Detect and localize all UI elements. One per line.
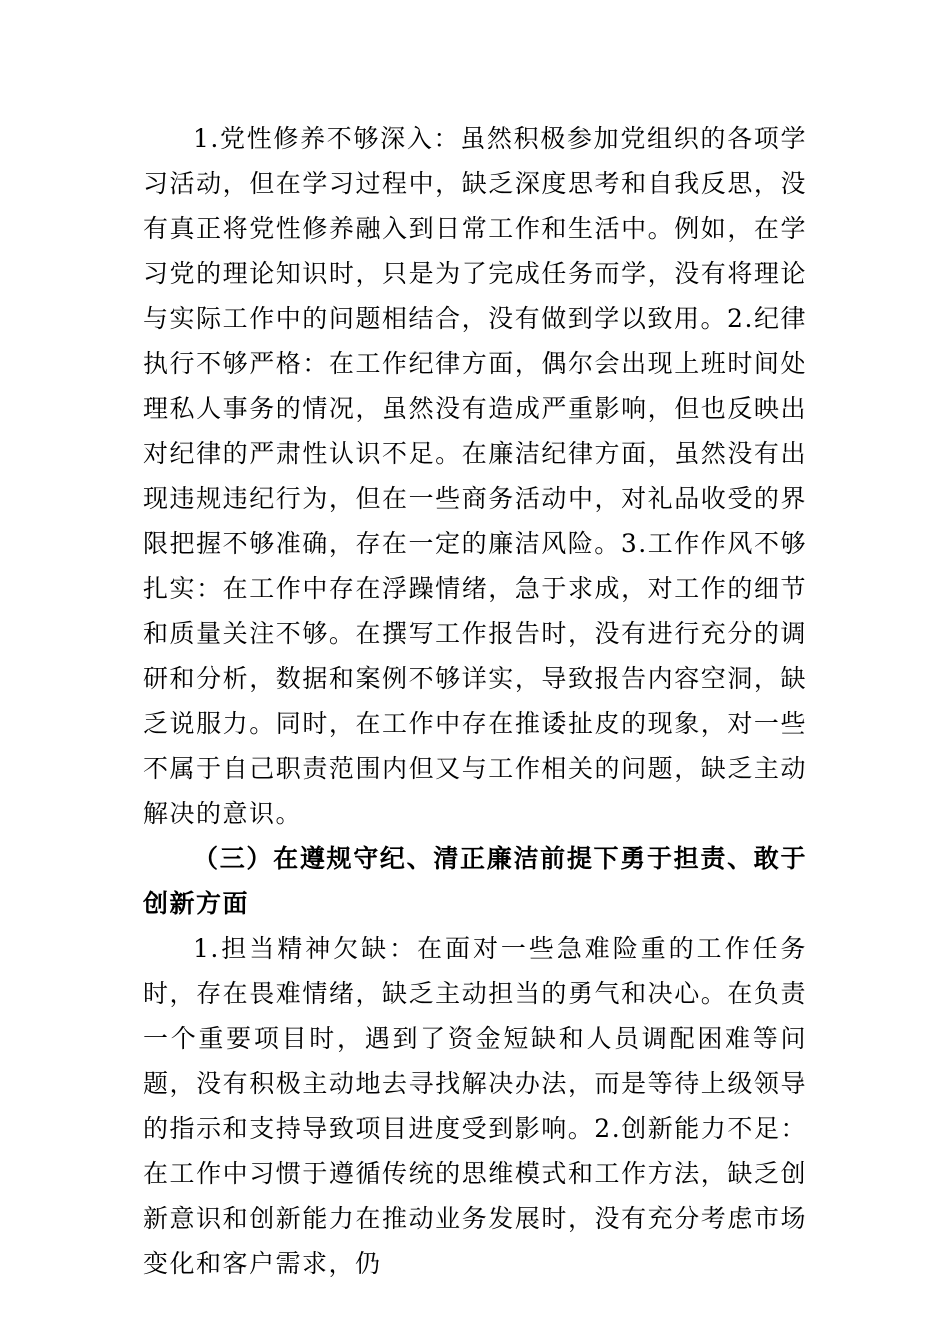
paragraph-responsibility-innovation-issues: 1.担当精神欠缺：在面对一些急难险重的工作任务时，存在畏难情绪，缺乏主动担当的勇气和决心。在负责一个重要项目时，遇到了资金短缺和人员调配困难等问题，没有积极主动地去寻找解决办法，而是等待上级领导的指示和支持导致项目进度受到影响。2.创新能力不足：在工作中习惯于遵循传统的思维模式和工作方法，缺乏创新意识和创新能力在推动业务发展时，没有充分考虑市场变化和客户需求，仍	[143, 934, 807, 1278]
section-heading-three: （三）在遵规守纪、清正廉洁前提下勇于担责、敢于创新方面	[143, 844, 807, 918]
document-body	[143, 116, 807, 1286]
paragraph-party-discipline-issues: 1.党性修养不够深入：虽然积极参加党组织的各项学习活动，但在学习过程中，缺乏深度思考和自我反思，没有真正将党性修养融入到日常工作和生活中。例如，在学习党的理论知识时，只是为了完成任务而学，没有将理论与实际工作中的问题相结合，没有做到学以致用。2.纪律执行不够严格：在工作纪律方面，偶尔会出现上班时间处理私人事务的情况，虽然没有造成严重影响，但也反映出对纪律的严肃性认识不足。在廉洁纪律方面，虽然没有出现违规违纪行为，但在一些商务活动中，对礼品收受的界限把握不够准确，存在一定的廉洁风险。3.工作作风不够扎实：在工作中存在浮躁情绪，急于求成，对工作的细节和质量关注不够。在撰写工作报告时，没有进行充分的调研和分析，数据和案例不够详实，导致报告内容空洞，缺乏说服力。同时，在工作中存在推诿扯皮的现象，对一些不属于自己职责范围内但又与工作相关的问题，缺乏主动解决的意识。	[143, 124, 807, 828]
